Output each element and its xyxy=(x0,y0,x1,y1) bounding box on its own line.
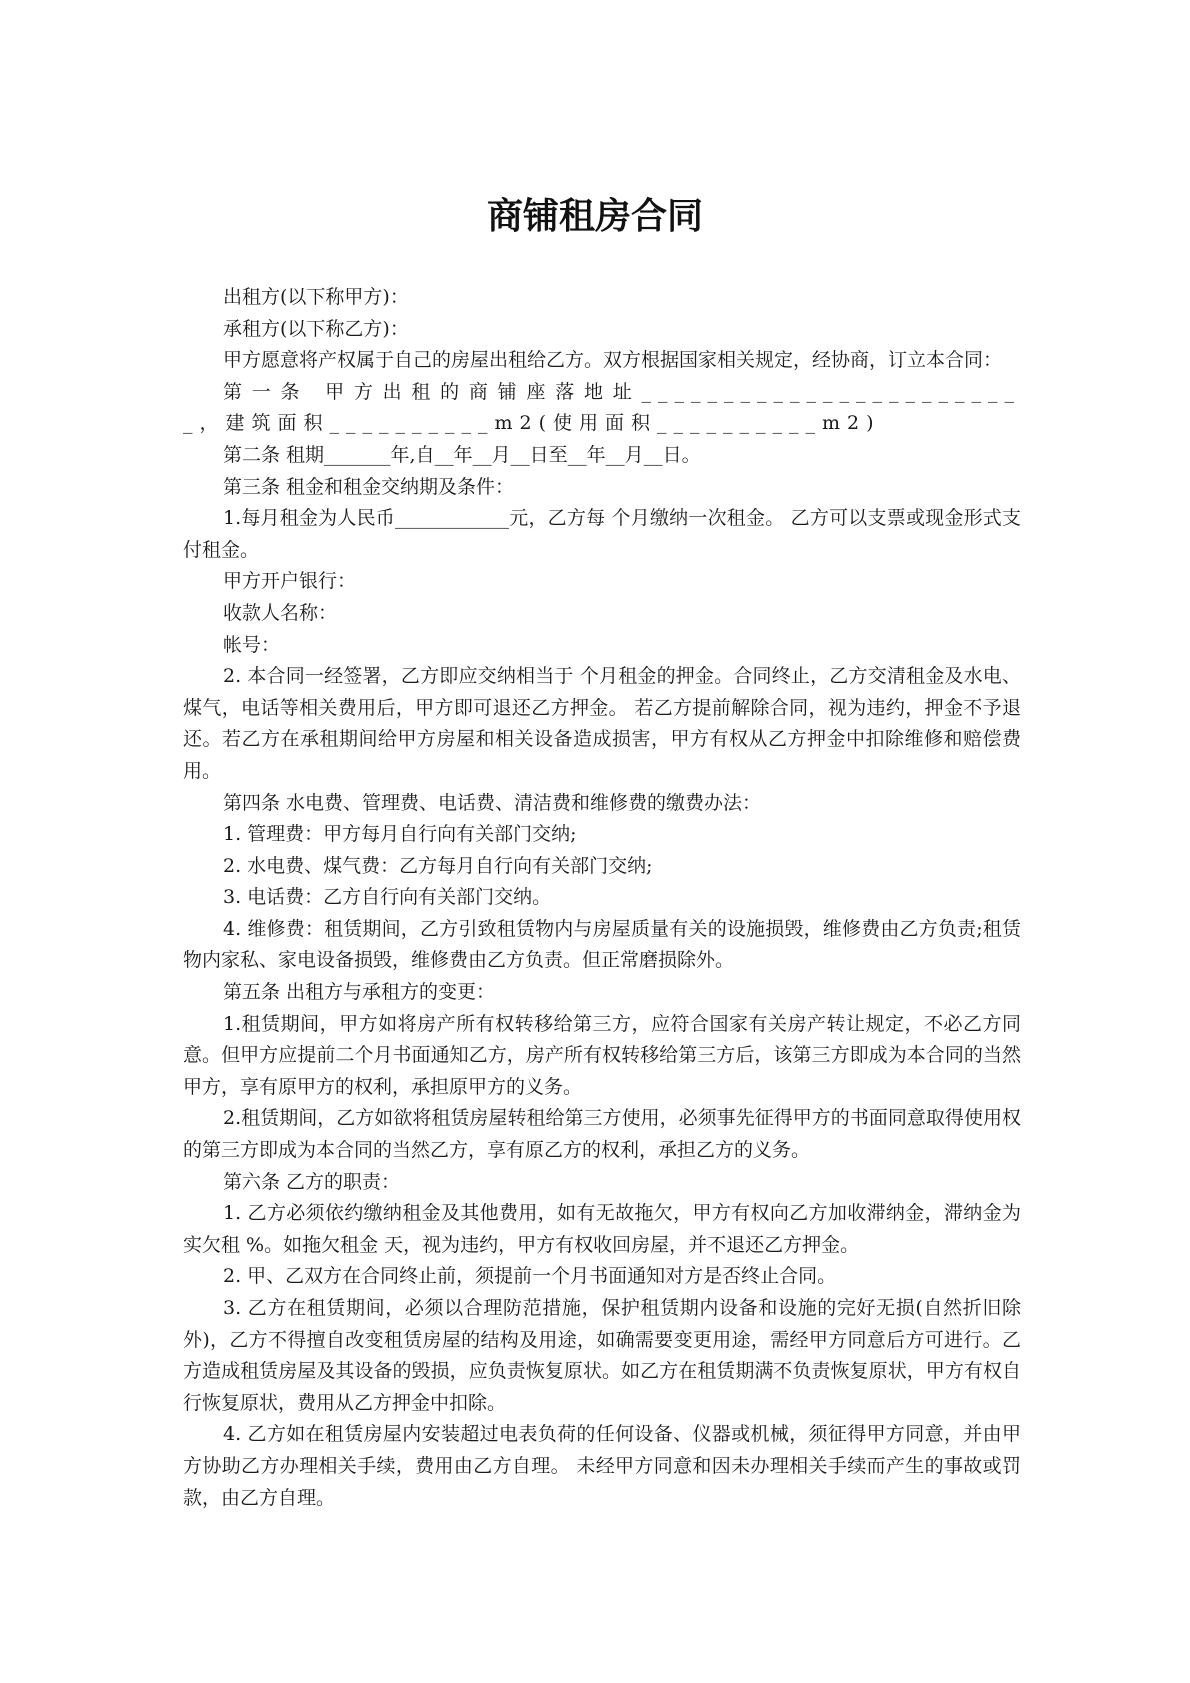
paragraph-article-6-item-3: 3. 乙方在租赁期间，必须以合理防范措施，保护租赁期内设备和设施的完好无损(自然折旧除外)，乙方不得擅自改变租赁房屋的结构及用途，如确需要变更用途，需经甲方同意后方可进行。乙方造成租赁房屋及其设备的毁损，应负责恢复原状。如乙方在租赁期满不负责恢复原状，甲方有权自行恢复原状，费用从乙方押金中扣除。 xyxy=(183,1297,1021,1414)
paragraph-article-6-item-4: 4. 乙方如在租赁房屋内安装超过电表负荷的任何设备、仪器或机械，须征得甲方同意，并由甲方协助乙方办理相关手续，费用由乙方自理。 未经甲方同意和因未办理相关手续而产生的事故或罚款，由乙方自理。 xyxy=(183,1423,1021,1509)
paragraph-article-4-item-3: 3. 电话费：乙方自行向有关部门交纳。 xyxy=(223,886,552,909)
paragraph-article-6-item-1: 1. 乙方必须依约缴纳租金及其他费用，如有无故拖欠，甲方有权向乙方加收滞纳金，滞纳金为实欠租 %。如拖欠租金 天，视为违约，甲方有权收回房屋，并不退还乙方押金。 xyxy=(183,1202,1021,1256)
paragraph-lessor: 出租方(以下称甲方)： xyxy=(223,286,409,308)
paragraph-article-5-item-1: 1.租赁期间，甲方如将房产所有权转移给第三方，应符合国家有关房产转让规定，不必乙方同意。但甲方应提前二个月书面通知乙方，房产所有权转移给第三方后，该第三方即成为本合同的当然甲方，享有原甲方的权利，承担原甲方的义务。 xyxy=(183,1012,1021,1098)
paragraph-article-3-item-1: 1.每月租金为人民币____________元，乙方每 个月缴纳一次租金。 乙方可以支票或现金形式支付租金。 xyxy=(183,507,1021,561)
paragraph-article-3-heading: 第三条 租金和租金交纳期及条件： xyxy=(223,475,515,498)
document-title: 商铺租房合同 xyxy=(486,196,703,237)
paragraph-article-6-heading: 第六条 乙方的职责： xyxy=(223,1170,401,1193)
paragraph-bank: 甲方开户银行： xyxy=(223,570,357,593)
paragraph-article-4-item-4: 4. 维修费：租赁期间，乙方引致租赁物内与房屋质量有关的设施损毁，维修费由乙方负责;租赁物内家私、家电设备损毁，维修费由乙方负责。但正常磨损除外。 xyxy=(183,917,1021,972)
paragraph-lessee: 承租方(以下称乙方)： xyxy=(223,317,409,340)
paragraph-article-2: 第二条 租期_______年,自__年__月__日至__年__月__日。 xyxy=(223,443,701,466)
paragraph-article-5-heading: 第五条 出租方与承租方的变更： xyxy=(223,981,496,1004)
paragraph-account: 帐号： xyxy=(223,633,281,656)
paragraph-article-1: 第一条 甲方出租的商铺座落地址________________________，建筑面积__________m2(使用面积__________m2) xyxy=(183,380,1021,435)
paragraph-article-6-item-2: 2. 甲、乙双方在合同终止前，须提前一个月书面通知对方是否终止合同。 xyxy=(223,1265,837,1288)
paragraph-article-5-item-2: 2.租赁期间，乙方如欲将租赁房屋转租给第三方使用，必须事先征得甲方的书面同意取得使用权的第三方即成为本合同的当然乙方，享有原乙方的权利，承担乙方的义务。 xyxy=(183,1107,1021,1162)
document-body xyxy=(183,282,1021,1514)
paragraph-article-4-item-2: 2. 水电费、煤气费：乙方每月自行向有关部门交纳; xyxy=(223,854,653,877)
paragraph-article-4-heading: 第四条 水电费、管理费、电话费、清洁费和维修费的缴费办法： xyxy=(223,791,762,814)
paragraph-article-3-item-2: 2. 本合同一经签署，乙方即应交纳相当于 个月租金的押金。合同终止，乙方交清租金及水电、煤气，电话等相关费用后，甲方即可退还乙方押金。 若乙方提前解除合同，视为违约，押金不予退还。若乙方在承租期间给甲方房屋和相关设备造成损害，甲方有权从乙方押金中扣除维修和赔偿费用。 xyxy=(183,665,1021,782)
paragraph-payee: 收款人名称： xyxy=(223,601,338,624)
paragraph-preamble: 甲方愿意将产权属于自己的房屋出租给乙方。双方根据国家相关规定，经协商，订立本合同： xyxy=(223,349,1003,372)
paragraph-article-4-item-1: 1. 管理费：甲方每月自行向有关部门交纳; xyxy=(223,823,577,846)
